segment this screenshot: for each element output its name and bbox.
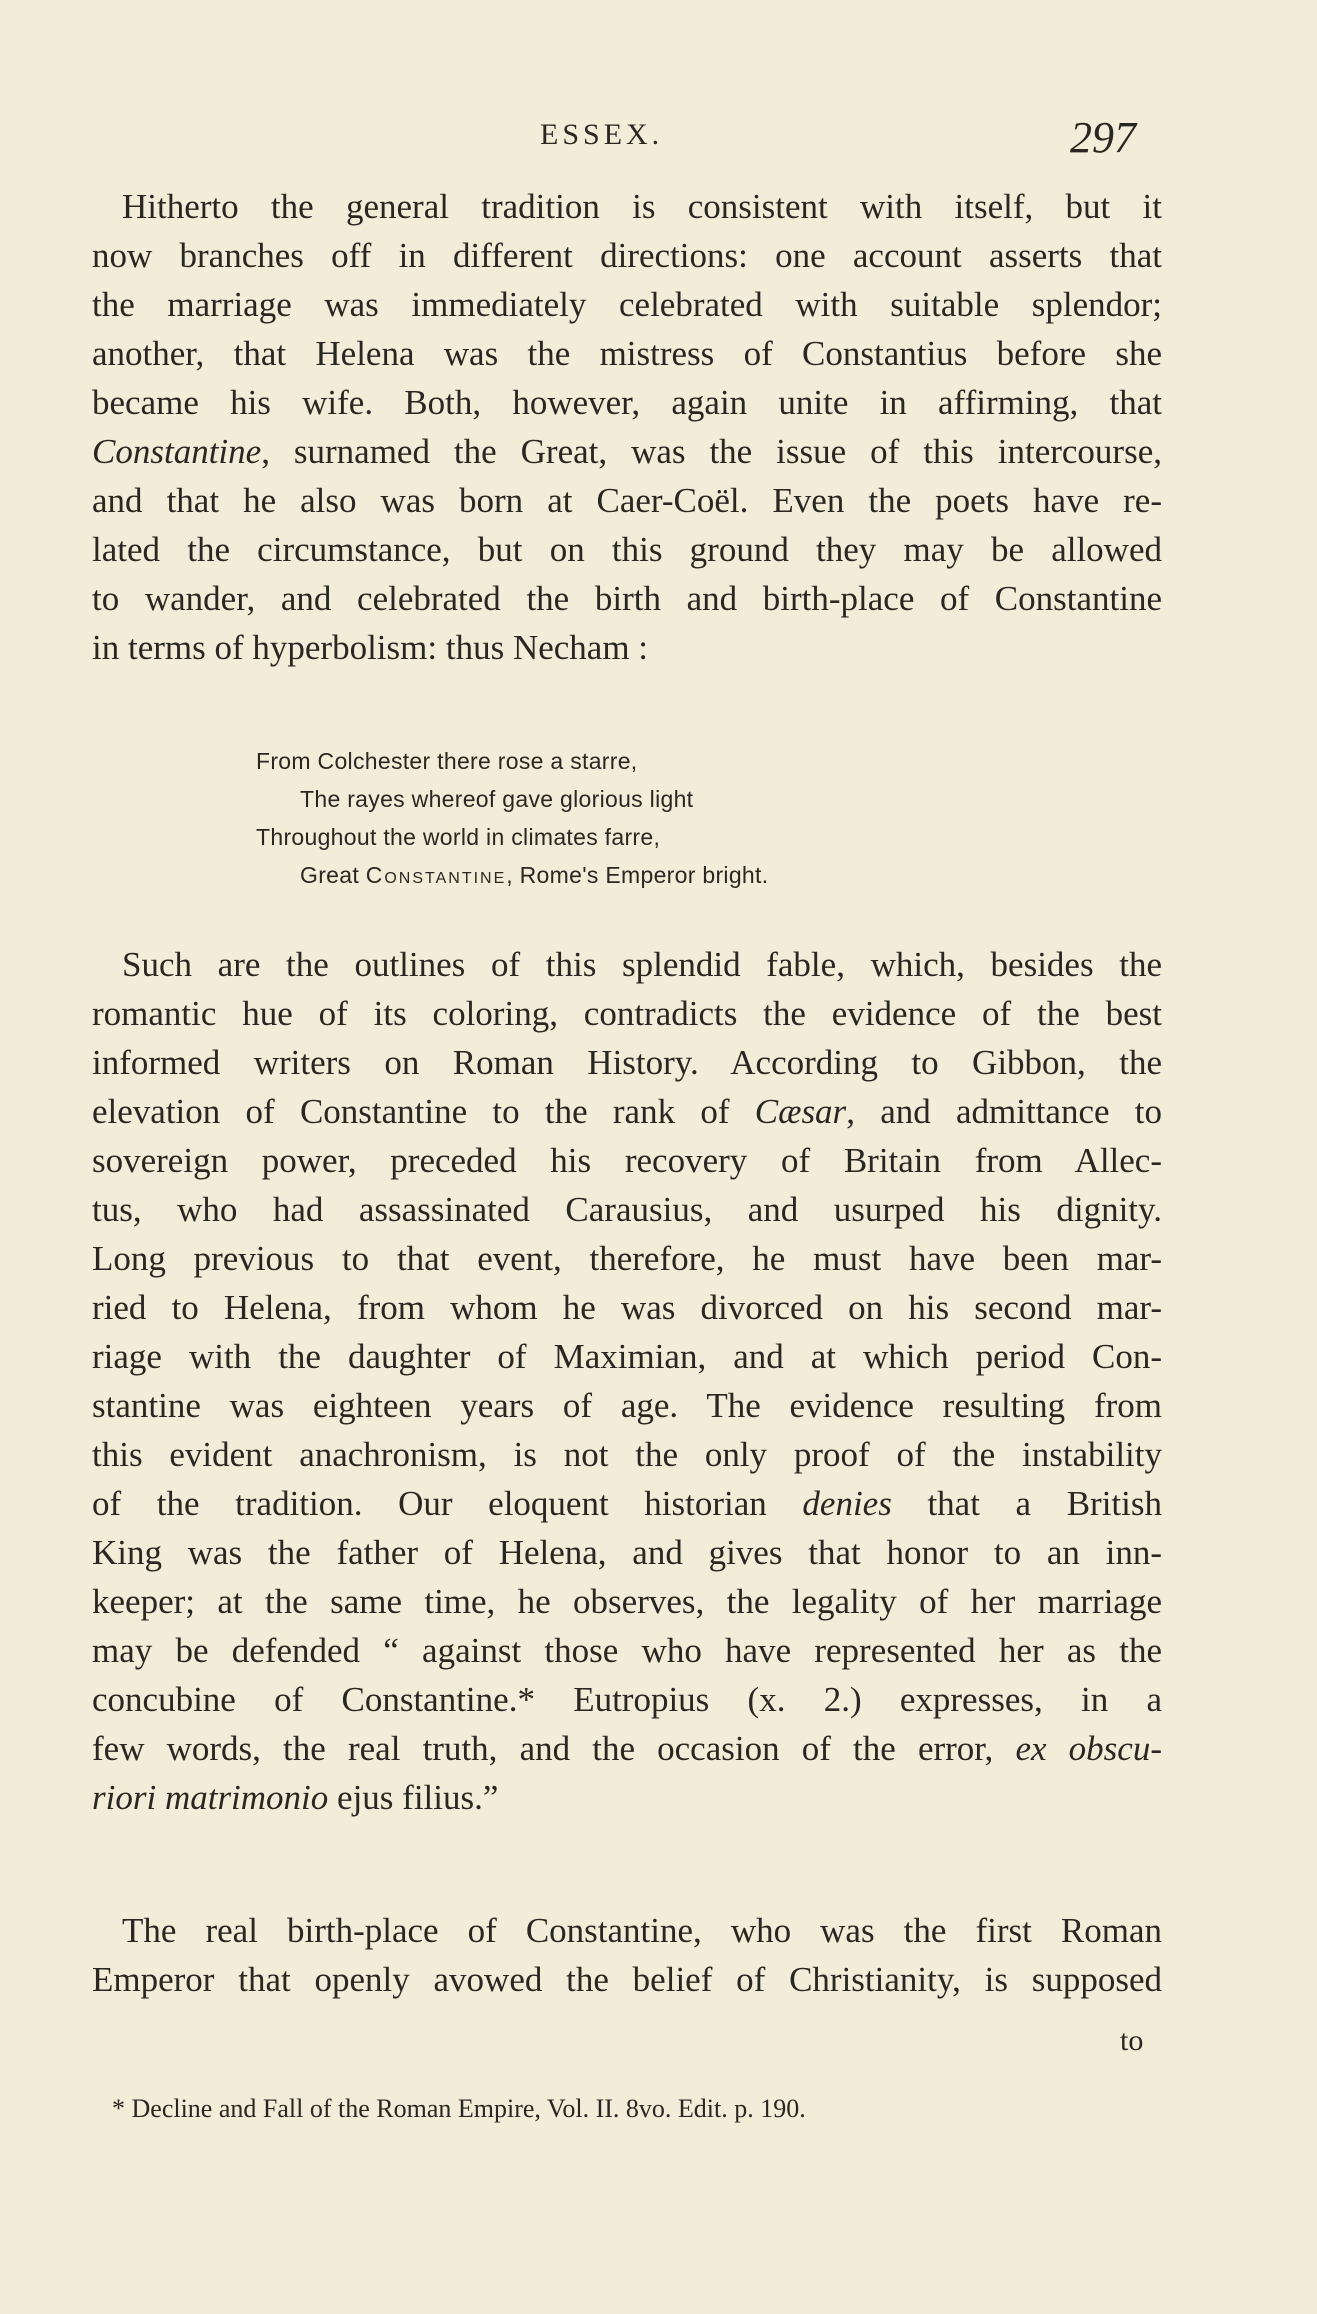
text-line: became his wife. Both, however, again unite in affirming, that bbox=[92, 383, 1162, 422]
text-line: Hitherto the general tradition is consistent with itself, but it bbox=[122, 187, 1162, 226]
text-fragment: , surnamed the Great, was the issue of this intercourse, bbox=[261, 432, 1162, 471]
text-line: keeper; at the same time, he observes, the legality of her marriage bbox=[92, 1582, 1162, 1621]
italic-word: denies bbox=[802, 1484, 892, 1523]
text-line bbox=[92, 427, 1162, 476]
text-line: Long previous to that event, therefore, he must have been mar- bbox=[92, 1239, 1162, 1278]
verse-line: Throughout the world in climates farre, bbox=[256, 824, 661, 850]
italic-name: Constantine bbox=[92, 432, 262, 471]
text-line: now branches off in different directions: one account asserts that bbox=[92, 236, 1162, 275]
text-line bbox=[92, 1479, 1162, 1528]
text-line: and that he also was born at Caer-Coël. Even the poets have re- bbox=[92, 481, 1162, 520]
paragraph-2 bbox=[92, 940, 1162, 1822]
text-fragment: Great bbox=[300, 862, 366, 888]
text-line: concubine of Constantine.* Eutropius (x. 2.) expresses, in a bbox=[92, 1680, 1162, 1719]
text-fragment: , Rome's Emperor bright. bbox=[506, 862, 769, 888]
text-line: romantic hue of its coloring, contradicts the evidence of the best bbox=[92, 994, 1162, 1033]
text-line: Such are the outlines of this splendid fable, which, besides the bbox=[122, 945, 1162, 984]
verse-line: The rayes whereof gave glorious light bbox=[300, 786, 694, 812]
text-line: tus, who had assassinated Carausius, and usurped his dignity. bbox=[92, 1190, 1162, 1229]
paragraph-1 bbox=[92, 182, 1162, 672]
text-line bbox=[92, 1087, 1162, 1136]
text-line bbox=[92, 1773, 1162, 1822]
text-line: ried to Helena, from whom he was divorced on his second mar- bbox=[92, 1288, 1162, 1327]
text-fragment: , and admittance to bbox=[846, 1092, 1162, 1131]
text-line: King was the father of Helena, and gives that honor to an inn- bbox=[92, 1533, 1162, 1572]
small-caps-name: Constantine bbox=[365, 862, 507, 888]
verse-line bbox=[256, 856, 1076, 894]
text-line: Emperor that openly avowed the belief of Christianity, is supposed bbox=[92, 1960, 1162, 1999]
running-head bbox=[0, 112, 1317, 162]
footnote: * Decline and Fall of the Roman Empire, Vol. II. 8vo. Edit. p. 190. bbox=[112, 2094, 806, 2123]
text-line: in terms of hyperbolism: thus Necham : bbox=[92, 628, 649, 667]
text-line: this evident anachronism, is not the only proof of the instability bbox=[92, 1435, 1162, 1474]
text-line bbox=[92, 1724, 1162, 1773]
text-fragment: ejus filius.” bbox=[328, 1778, 499, 1817]
text-fragment: of the tradition. Our eloquent historian bbox=[92, 1484, 803, 1523]
italic-word: Cæsar bbox=[754, 1092, 847, 1131]
text-fragment: few words, the real truth, and the occasion of the error, bbox=[92, 1729, 1016, 1768]
text-line: to wander, and celebrated the birth and birth-place of Constantine bbox=[92, 579, 1162, 618]
text-line: the marriage was immediately celebrated with suitable splendor; bbox=[92, 285, 1162, 324]
text-fragment: that a British bbox=[891, 1484, 1162, 1523]
verse-quotation bbox=[256, 742, 1076, 894]
text-line: sovereign power, preceded his recovery of Britain from Allec- bbox=[92, 1141, 1162, 1180]
verse-line: From Colchester there rose a starre, bbox=[256, 748, 638, 774]
text-line: another, that Helena was the mistress of Constantius before she bbox=[92, 334, 1162, 373]
italic-phrase: ex obscu- bbox=[1015, 1729, 1162, 1768]
paragraph-3 bbox=[92, 1906, 1162, 2004]
text-line: may be defended “ against those who have represented her as the bbox=[92, 1631, 1162, 1670]
text-line: The real birth-place of Constantine, who was the first Roman bbox=[122, 1911, 1162, 1950]
italic-phrase: riori matrimonio bbox=[92, 1778, 329, 1817]
text-line: stantine was eighteen years of age. The evidence resulting from bbox=[92, 1386, 1162, 1425]
text-line: lated the circumstance, but on this ground they may be allowed bbox=[92, 530, 1162, 569]
text-line: riage with the daughter of Maximian, and at which period Con- bbox=[92, 1337, 1162, 1376]
text-fragment: elevation of Constantine to the rank of bbox=[92, 1092, 755, 1131]
catchword: to bbox=[1120, 2024, 1144, 2057]
text-line: informed writers on Roman History. According to Gibbon, the bbox=[92, 1043, 1162, 1082]
page-number: 297 bbox=[1070, 113, 1136, 162]
running-head-title: ESSEX. bbox=[540, 118, 664, 151]
